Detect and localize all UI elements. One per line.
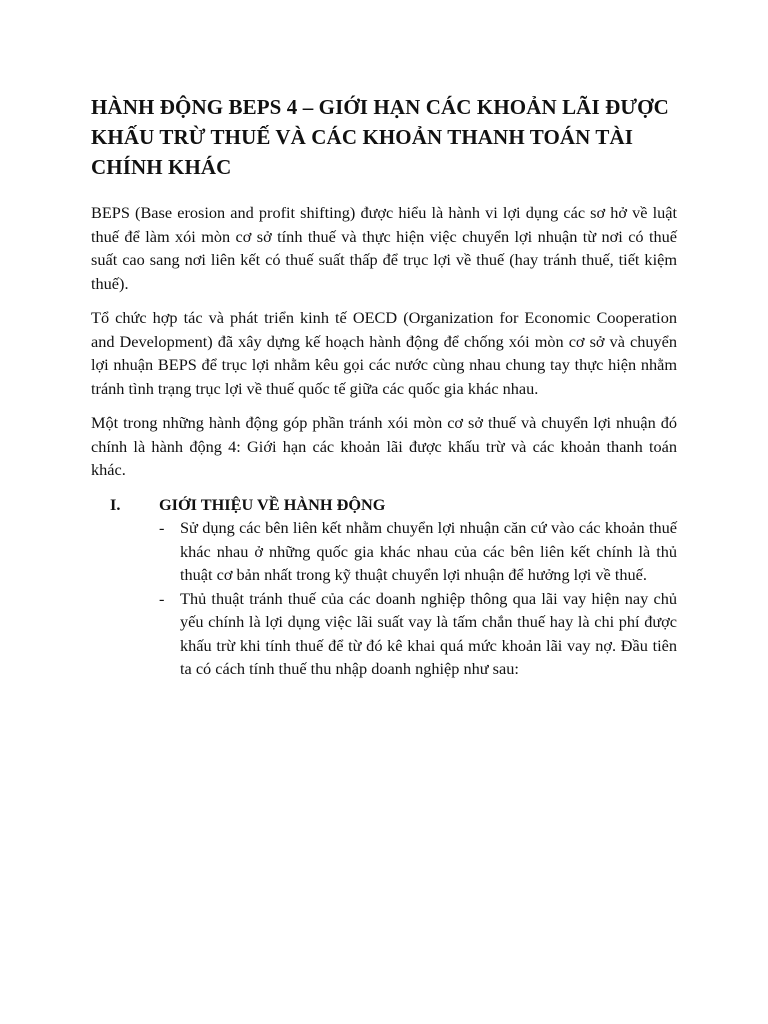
paragraph-action-4: Một trong những hành động góp phần tránh xói mòn cơ sở thuế và chuyển lợi nhuận đó chính là hành động 4: Giới hạn các khoản lãi được khấu trừ và các khoản thanh toán khác. <box>91 413 677 479</box>
section-number: I. <box>110 494 121 514</box>
bullet-marker: - <box>159 588 165 608</box>
bullet-list <box>91 516 677 681</box>
document-page <box>91 92 677 681</box>
list-item <box>159 587 677 681</box>
bullet-text: Sử dụng các bên liên kết nhằm chuyển lợi nhuận căn cứ vào các khoản thuế khác nhau ở những quốc gia khác nhau của các bên liên kết chính là thủ thuật cơ bản nhất trong kỹ thuật chuyển lợi nhuận để hưởng lợi về thuế. <box>180 518 677 584</box>
bullet-text: Thủ thuật tránh thuế của các doanh nghiệp thông qua lãi vay hiện nay chủ yếu chính là lợi dụng việc lãi suất vay là tấm chắn thuế hay là chi phí được khấu trừ khi tính thuế để từ đó kê khai quá mức khoản lãi vay nợ. Đầu tiên ta có cách tính thuế thu nhập doanh nghiệp như sau: <box>180 588 677 678</box>
paragraph-beps-definition: BEPS (Base erosion and profit shifting) được hiểu là hành vi lợi dụng các sơ hở về luật thuế để làm xói mòn cơ sở tính thuế và thực hiện việc chuyển lợi nhuận từ nơi có thuế suất cao sang nơi liên kết có thuế suất thấp để trục lợi về thuế (hay tránh thuế, tiết kiệm thuế). <box>91 203 677 293</box>
section-title: GIỚI THIỆU VỀ HÀNH ĐỘNG <box>159 494 386 514</box>
document-title: HÀNH ĐỘNG BEPS 4 – GIỚI HẠN CÁC KHOẢN LÃI ĐƯỢC KHẤU TRỪ THUẾ VÀ CÁC KHOẢN THANH TOÁN TÀI CHÍNH KHÁC <box>91 95 669 179</box>
list-item <box>159 516 677 587</box>
bullet-marker: - <box>159 518 165 537</box>
paragraph-oecd: Tổ chức hợp tác và phát triển kinh tế OECD (Organization for Economic Cooperation and Development) đã xây dựng kế hoạch hành động để chống xói mòn cơ sở và chuyển lợi nhuận BEPS để trục lợi nhằm kêu gọi các nước cùng nhau chung tay thực hiện nhằm tránh tình trạng trục lợi về thuế quốc tế giữa các quốc gia khác nhau. <box>91 308 677 398</box>
section-heading <box>91 493 677 517</box>
